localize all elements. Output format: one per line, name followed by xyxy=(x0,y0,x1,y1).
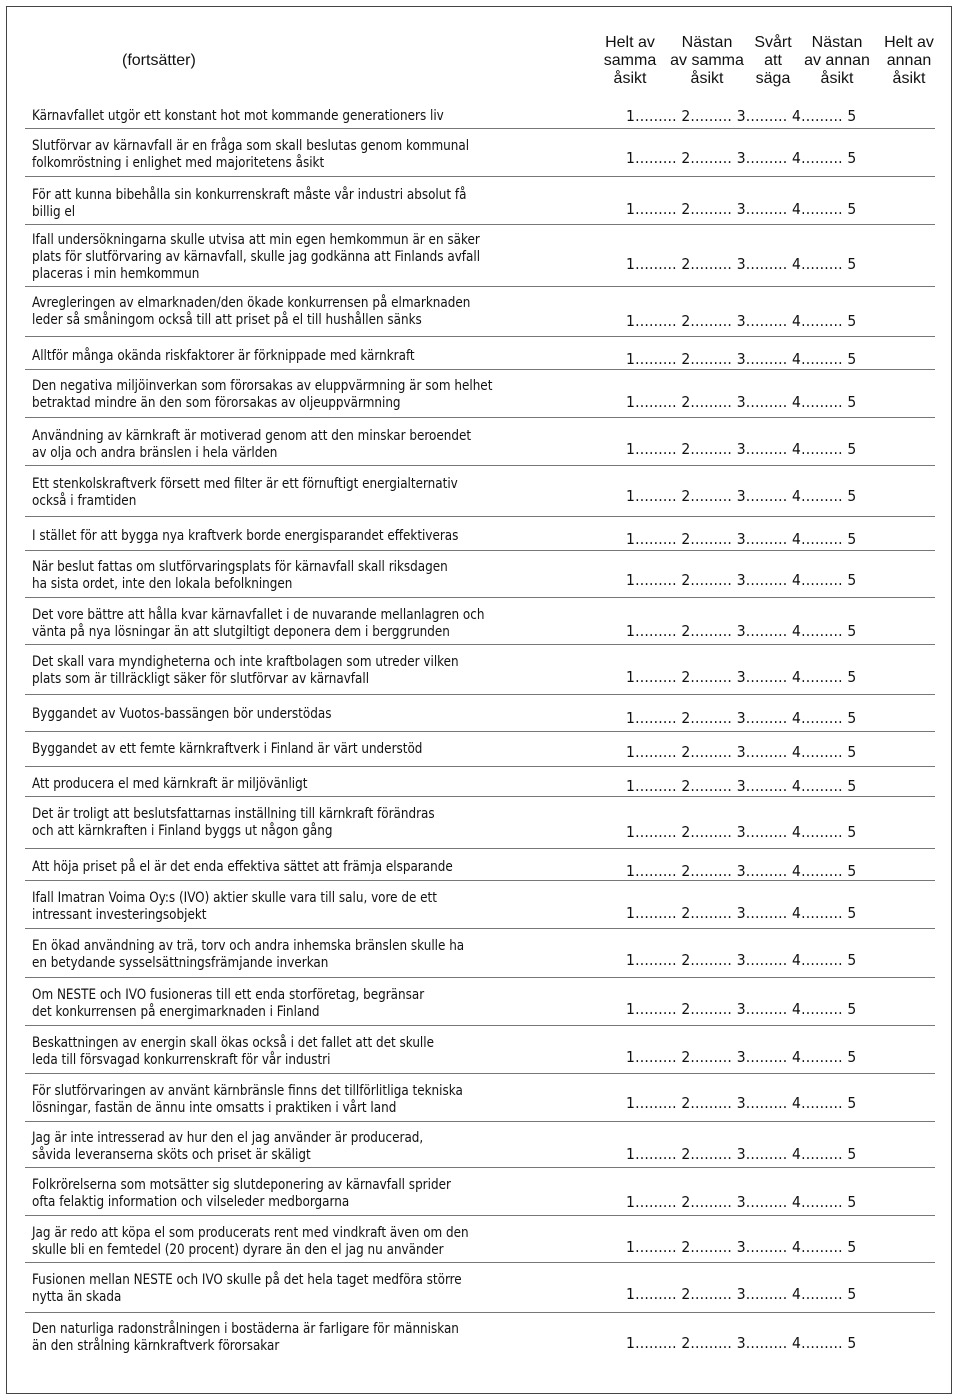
statement-text xyxy=(32,1083,463,1117)
row-divider xyxy=(25,550,935,551)
statement-text xyxy=(32,295,470,329)
row-divider xyxy=(25,336,935,337)
statement-text xyxy=(32,428,471,462)
statement-line: Slutförvar av kärnavfall är en fråga som skall beslutas genom kommunal xyxy=(32,138,470,154)
statement-line: För slutförvaringen av använt kärnbränsle finns det tillförlitliga tekniska xyxy=(32,1083,463,1099)
statement-line: än den strålning kärnkraftverk förorsakar xyxy=(32,1338,280,1354)
column-header-line: åsikt xyxy=(892,70,926,87)
rating-scale: 1......... 2......... 3......... 4......... 5 xyxy=(626,1193,857,1211)
rating-scale: 1......... 2......... 3......... 4......... 5 xyxy=(626,530,857,548)
statement-text xyxy=(32,1035,434,1069)
statement-line: skulle bli en femtedel (20 procent) dyrare än den el jag nu använder xyxy=(32,1242,444,1258)
statement-line: vänta på nya lösningar än att slutgiltigt deponera dem i berggrunden xyxy=(32,624,450,640)
column-header-line: av samma xyxy=(670,52,744,69)
statement-line: Byggandet av ett femte kärnkraftverk i Finland är värt understöd xyxy=(32,741,423,757)
statement-text xyxy=(32,806,435,840)
statement-line: I stället för att bygga nya kraftverk borde energisparandet effektiveras xyxy=(32,528,459,544)
rating-scale: 1......... 2......... 3......... 4......... 5 xyxy=(626,1285,857,1303)
statement-text xyxy=(32,938,464,972)
statement-line: leder så småningom också till att priset på el till hushållen sänks xyxy=(32,312,422,328)
row-divider xyxy=(25,731,935,732)
column-header-line: Svårt xyxy=(754,34,792,51)
row-divider xyxy=(25,417,935,418)
rating-scale: 1......... 2......... 3......... 4......... 5 xyxy=(626,904,857,922)
statement-text xyxy=(32,741,422,758)
statement-line: Användning av kärnkraft är motiverad genom att den minskar beroendet xyxy=(32,428,472,444)
column-header-line: samma xyxy=(603,52,657,69)
rating-scale: 1......... 2......... 3......... 4......... 5 xyxy=(626,393,857,411)
statement-line: leda till försvagad konkurrenskraft för vår industri xyxy=(32,1052,331,1068)
column-header-line: Helt av xyxy=(605,34,655,51)
row-divider xyxy=(25,1262,935,1263)
statement-line: Ett stenkolskraftverk försett med filter är ett förnuftigt energialternativ xyxy=(32,476,458,492)
column-header-line: Helt av xyxy=(884,34,934,51)
row-divider xyxy=(25,644,935,645)
row-divider xyxy=(25,597,935,598)
row-divider xyxy=(25,766,935,767)
rating-scale: 1......... 2......... 3......... 4......... 5 xyxy=(626,1000,857,1018)
statement-text xyxy=(32,1225,469,1259)
row-divider xyxy=(25,516,935,517)
rating-scale: 1......... 2......... 3......... 4......... 5 xyxy=(626,1094,857,1112)
statement-line: När beslut fattas om slutförvaringsplats för kärnavfall skall riksdagen xyxy=(32,559,448,575)
statement-line: betraktad mindre än den som förorsakas av oljeuppvärmning xyxy=(32,395,401,411)
column-header-line: Nästan xyxy=(811,34,863,51)
statement-text xyxy=(32,378,492,412)
statement-line: det konkurrensen på energimarknaden i Finland xyxy=(32,1004,320,1020)
statement-line: Fusionen mellan NESTE och IVO skulle på det hela taget medföra större xyxy=(32,1272,462,1288)
statement-line: Det vore bättre att hålla kvar kärnavfallet i de nuvarande mellanlagren och xyxy=(32,607,485,623)
row-divider xyxy=(25,1121,935,1122)
statement-line: Alltför många okända riskfaktorer är förknippade med kärnkraft xyxy=(32,348,415,364)
statement-line: Att producera el med kärnkraft är miljövänligt xyxy=(32,776,308,792)
row-divider xyxy=(25,465,935,466)
row-divider xyxy=(25,1073,935,1074)
statement-text xyxy=(32,1177,451,1211)
statement-text xyxy=(32,890,437,924)
statement-line: plats som är tillräckligt säker för slutförvar av kärnavfall xyxy=(32,671,370,687)
statement-text xyxy=(32,987,424,1021)
statement-line: intressant investeringsobjekt xyxy=(32,907,207,923)
column-header-line: åsikt xyxy=(613,70,647,87)
statement-line: En ökad användning av trä, torv och andra inhemska bränslen skulle ha xyxy=(32,938,465,954)
rating-scale: 1......... 2......... 3......... 4......... 5 xyxy=(626,487,857,505)
statement-line: såvida leveranserna sköts och priset är skäligt xyxy=(32,1147,311,1163)
statement-line: Om NESTE och IVO fusioneras till ett enda storföretag, begränsar xyxy=(32,987,425,1003)
column-header-line: åsikt xyxy=(690,70,724,87)
rating-scale: 1......... 2......... 3......... 4......... 5 xyxy=(626,571,857,589)
statement-line: ofta felaktig information och vilseleder medborgarna xyxy=(32,1194,350,1210)
statement-line: Ifall Imatran Voima Oy:s (IVO) aktier skulle vara till salu, vore de ett xyxy=(32,890,437,906)
statement-line: Byggandet av Vuotos-bassängen bör understödas xyxy=(32,706,332,722)
rating-scale: 1......... 2......... 3......... 4......... 5 xyxy=(626,440,857,458)
statement-line: nytta än skada xyxy=(32,1289,122,1305)
statement-line: Jag är redo att köpa el som producerats rent med vindkraft även om den xyxy=(32,1225,469,1241)
rating-scale: 1......... 2......... 3......... 4......... 5 xyxy=(626,1145,857,1163)
row-divider xyxy=(25,369,935,370)
statement-line: Det skall vara myndigheterna och inte kraftbolagen som utreder vilken xyxy=(32,654,459,670)
statement-line: Avregleringen av elmarknaden/den ökade konkurrensen på elmarknaden xyxy=(32,295,471,311)
statement-text xyxy=(32,108,444,125)
rating-scale: 1......... 2......... 3......... 4......... 5 xyxy=(626,1238,857,1256)
statement-line: billig el xyxy=(32,204,76,220)
statement-text xyxy=(32,559,448,593)
statement-text xyxy=(32,654,459,688)
statement-text xyxy=(32,528,458,545)
rating-scale: 1......... 2......... 3......... 4......... 5 xyxy=(626,149,857,167)
statement-text xyxy=(32,607,484,641)
rating-scale: 1......... 2......... 3......... 4......... 5 xyxy=(626,312,857,330)
statement-line: placeras i min hemkommun xyxy=(32,266,200,282)
row-divider xyxy=(25,694,935,695)
statement-text xyxy=(32,232,480,283)
statement-line: ha sista ordet, inte den lokala befolkningen xyxy=(32,576,293,592)
column-header-4 xyxy=(797,34,877,88)
statement-text xyxy=(32,776,307,793)
rating-scale: 1......... 2......... 3......... 4......... 5 xyxy=(626,350,857,368)
statement-text xyxy=(32,187,466,221)
column-header-line: att xyxy=(764,52,782,69)
statement-line: Jag är inte intresserad av hur den el jag använder är producerad, xyxy=(32,1130,424,1146)
row-divider xyxy=(25,1025,935,1026)
row-divider xyxy=(25,977,935,978)
row-divider xyxy=(25,176,935,177)
statement-line: plats för slutförvaring av kärnavfall, skulle jag godkänna att Finlands avfall xyxy=(32,249,481,265)
rating-scale: 1......... 2......... 3......... 4......... 5 xyxy=(626,1334,857,1352)
row-divider xyxy=(25,796,935,797)
rating-scale: 1......... 2......... 3......... 4......... 5 xyxy=(626,107,857,125)
statement-text xyxy=(32,706,331,723)
rating-scale: 1......... 2......... 3......... 4......... 5 xyxy=(626,668,857,686)
column-header-line: åsikt xyxy=(820,70,854,87)
statement-line: För att kunna bibehålla sin konkurrenskraft måste vår industri absolut få xyxy=(32,187,467,203)
rating-scale: 1......... 2......... 3......... 4......... 5 xyxy=(626,862,857,880)
statement-line: Att höja priset på el är det enda effektiva sättet att främja elsparande xyxy=(32,859,453,875)
statement-text xyxy=(32,138,469,172)
row-divider xyxy=(25,880,935,881)
rating-scale: 1......... 2......... 3......... 4......... 5 xyxy=(626,255,857,273)
statement-text xyxy=(32,1130,423,1164)
statement-line: Den negativa miljöinverkan som förorsakas av eluppvärmning är som helhet xyxy=(32,378,493,394)
rating-scale: 1......... 2......... 3......... 4......... 5 xyxy=(626,777,857,795)
statement-text xyxy=(32,1321,459,1355)
column-header-5 xyxy=(869,34,949,88)
statement-line: folkomröstning i enlighet med majoritetens åsikt xyxy=(32,155,325,171)
statement-line: av olja och andra bränslen i hela världen xyxy=(32,445,278,461)
statement-text xyxy=(32,476,458,510)
column-header-line: säga xyxy=(755,70,791,87)
statement-line: också i framtiden xyxy=(32,493,137,509)
rating-scale: 1......... 2......... 3......... 4......... 5 xyxy=(626,709,857,727)
statement-line: lösningar, fastän de ännu inte omsatts i praktiken i vårt land xyxy=(32,1100,397,1116)
statement-line: Beskattningen av energin skall ökas också i det fallet att det skulle xyxy=(32,1035,434,1051)
statement-text xyxy=(32,348,415,365)
statement-line: Den naturliga radonstrålningen i bostäderna är farligare för människan xyxy=(32,1321,459,1337)
statement-text xyxy=(32,859,453,876)
continued-label: (fortsätter) xyxy=(122,52,196,69)
rating-scale: 1......... 2......... 3......... 4......... 5 xyxy=(626,743,857,761)
statement-line: Kärnavfallet utgör ett konstant hot mot kommande generationers liv xyxy=(32,108,444,124)
statement-line: Ifall undersökningarna skulle utvisa att min egen hemkommun är en säker xyxy=(32,232,480,248)
rating-scale: 1......... 2......... 3......... 4......... 5 xyxy=(626,622,857,640)
column-header-line: Nästan xyxy=(681,34,733,51)
statement-line: Folkrörelserna som motsätter sig slutdeponering av kärnavfall sprider xyxy=(32,1177,451,1193)
column-header-line: av annan xyxy=(804,52,870,69)
row-divider xyxy=(25,1167,935,1168)
rating-scale: 1......... 2......... 3......... 4......... 5 xyxy=(626,951,857,969)
column-header-line: annan xyxy=(886,52,932,69)
rating-scale: 1......... 2......... 3......... 4......... 5 xyxy=(626,823,857,841)
statement-line: och att kärnkraften i Finland byggs ut någon gång xyxy=(32,823,333,839)
statement-line: en betydande sysselsättningsfrämjande inverkan xyxy=(32,955,329,971)
column-header-1 xyxy=(590,34,670,88)
rating-scale: 1......... 2......... 3......... 4......... 5 xyxy=(626,200,857,218)
row-divider xyxy=(25,1215,935,1216)
row-divider xyxy=(25,128,935,129)
statement-text xyxy=(32,1272,462,1306)
row-divider xyxy=(25,928,935,929)
row-divider xyxy=(25,848,935,849)
rating-scale: 1......... 2......... 3......... 4......... 5 xyxy=(626,1048,857,1066)
row-divider xyxy=(25,224,935,225)
row-divider xyxy=(25,1312,935,1313)
row-divider xyxy=(25,286,935,287)
statement-line: Det är troligt att beslutsfattarnas inställning till kärnkraft förändras xyxy=(32,806,435,822)
